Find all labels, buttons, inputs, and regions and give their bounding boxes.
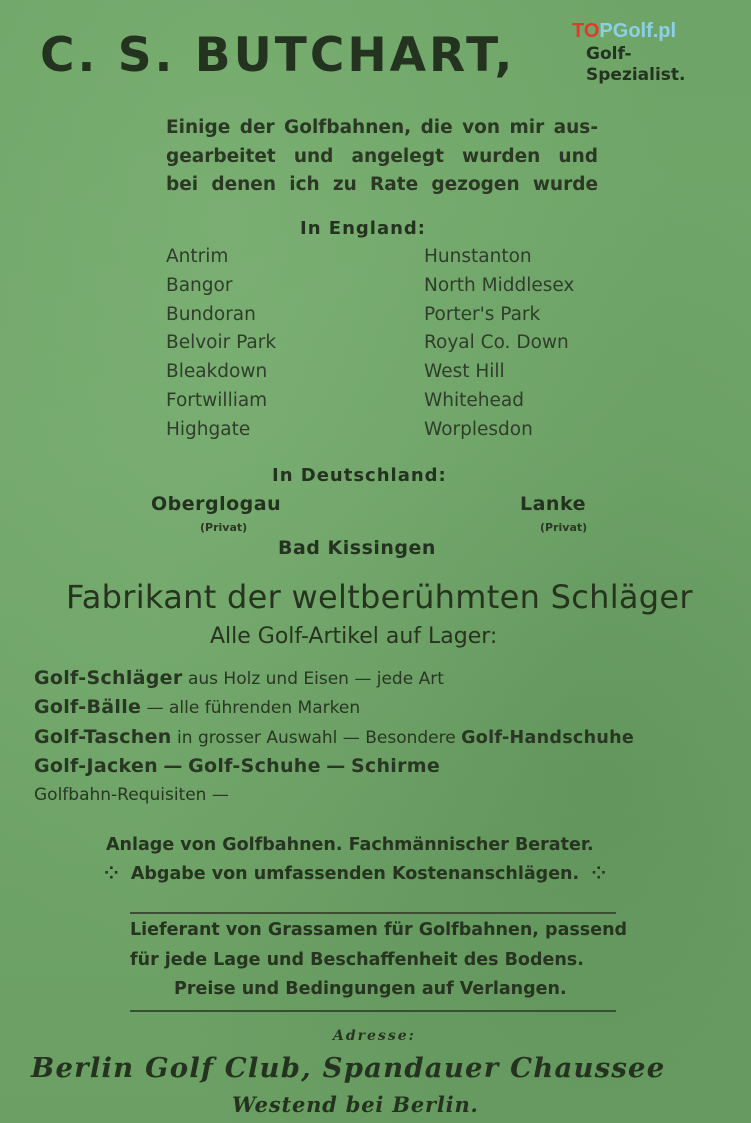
course-item: Porter's Park bbox=[424, 303, 541, 325]
company-title-line2: Spezialist. bbox=[586, 65, 686, 85]
product-separator: — bbox=[326, 755, 346, 777]
course-item: Worplesdon bbox=[424, 418, 533, 440]
product-name: Golf-Bälle bbox=[34, 696, 142, 718]
ornament-icon: ⁘ bbox=[104, 864, 119, 884]
company-name: C. S. BUTCHART, bbox=[40, 28, 516, 83]
germany-course-bad-kissingen: Bad Kissingen bbox=[278, 537, 436, 559]
product-name-gloves: Golf-Handschuhe bbox=[461, 728, 635, 748]
company-title bbox=[586, 44, 686, 86]
divider-bottom bbox=[130, 1010, 616, 1012]
germany-course-lanke: Lanke bbox=[520, 493, 586, 515]
address-label: Adresse: bbox=[333, 1028, 416, 1044]
supplier-line-2: für jede Lage und Beschaffenheit des Bodens. bbox=[130, 950, 584, 970]
course-item: Bundoran bbox=[166, 303, 256, 325]
product-row-apparel bbox=[34, 755, 440, 777]
germany-course-note: (Privat) bbox=[200, 521, 248, 534]
england-list-right bbox=[424, 243, 574, 445]
intro-line: bei denen ich zu Rate gezogen wurde bbox=[166, 174, 598, 195]
course-item: Bleakdown bbox=[166, 361, 268, 383]
product-separator: — bbox=[163, 755, 183, 777]
supplier-line-3: Preise und Bedingungen auf Verlangen. bbox=[174, 979, 567, 999]
england-list-left bbox=[166, 243, 276, 445]
england-heading: In England: bbox=[300, 218, 426, 239]
services-line-2-text: Abgabe von umfassenden Kostenanschlägen. bbox=[130, 864, 580, 884]
course-item: Highgate bbox=[166, 418, 251, 440]
germany-course-oberglogau: Oberglogau bbox=[151, 493, 282, 515]
company-title-line1: Golf- bbox=[586, 44, 632, 64]
course-item: West Hill bbox=[424, 361, 505, 383]
topgolf-watermark-logo: TOPGolf.pl bbox=[572, 20, 677, 42]
intro-line: Einige der Golfbahnen, die von mir aus- bbox=[166, 117, 598, 138]
address-line-1: Berlin Golf Club, Spandauer Chaussee bbox=[31, 1052, 666, 1084]
services-line-2 bbox=[104, 864, 606, 884]
intro-line: gearbeitet und angelegt wurden und bbox=[166, 145, 598, 167]
services-line-1: Anlage von Golfbahnen. Fachmännischer Berater. bbox=[106, 835, 594, 855]
product-row-requisites bbox=[34, 785, 229, 805]
products-subline: Alle Golf-Artikel auf Lager: bbox=[210, 624, 498, 649]
product-description: Golfbahn-Requisiten — bbox=[34, 785, 229, 805]
product-name: Golf-Jacken bbox=[34, 755, 158, 777]
course-item: Whitehead bbox=[424, 389, 524, 411]
product-description: aus Holz und Eisen — jede Art bbox=[187, 669, 444, 689]
supplier-line-1: Lieferant von Grassamen für Golfbahnen, passend bbox=[130, 920, 628, 940]
ornament-icon: ⁘ bbox=[591, 864, 607, 884]
course-item: North Middlesex bbox=[424, 274, 575, 296]
product-name: Golf-Schuhe bbox=[188, 755, 321, 777]
germany-heading: In Deutschland: bbox=[272, 465, 447, 486]
course-item: Fortwilliam bbox=[166, 389, 268, 411]
address-line-2: Westend bei Berlin. bbox=[232, 1092, 479, 1117]
product-name: Golf-Taschen bbox=[34, 726, 172, 748]
product-description: — alle führenden Marken bbox=[146, 698, 361, 718]
product-row-clubs bbox=[34, 667, 444, 689]
divider-top bbox=[130, 912, 616, 914]
course-item: Royal Co. Down bbox=[424, 332, 569, 354]
course-item: Antrim bbox=[166, 246, 229, 267]
product-row-balls bbox=[34, 696, 360, 718]
course-item: Belvoir Park bbox=[166, 332, 277, 354]
product-description: in grosser Auswahl — Besondere bbox=[177, 728, 456, 748]
product-name: Golf-Schläger bbox=[34, 667, 183, 689]
product-name: Schirme bbox=[350, 755, 441, 777]
product-row-bags bbox=[34, 726, 634, 748]
course-item: Bangor bbox=[166, 274, 233, 296]
germany-course-note: (Privat) bbox=[540, 521, 588, 534]
products-headline: Fabrikant der weltberühmten Schläger bbox=[66, 578, 693, 616]
intro-paragraph bbox=[166, 114, 598, 200]
course-item: Hunstanton bbox=[424, 246, 532, 267]
